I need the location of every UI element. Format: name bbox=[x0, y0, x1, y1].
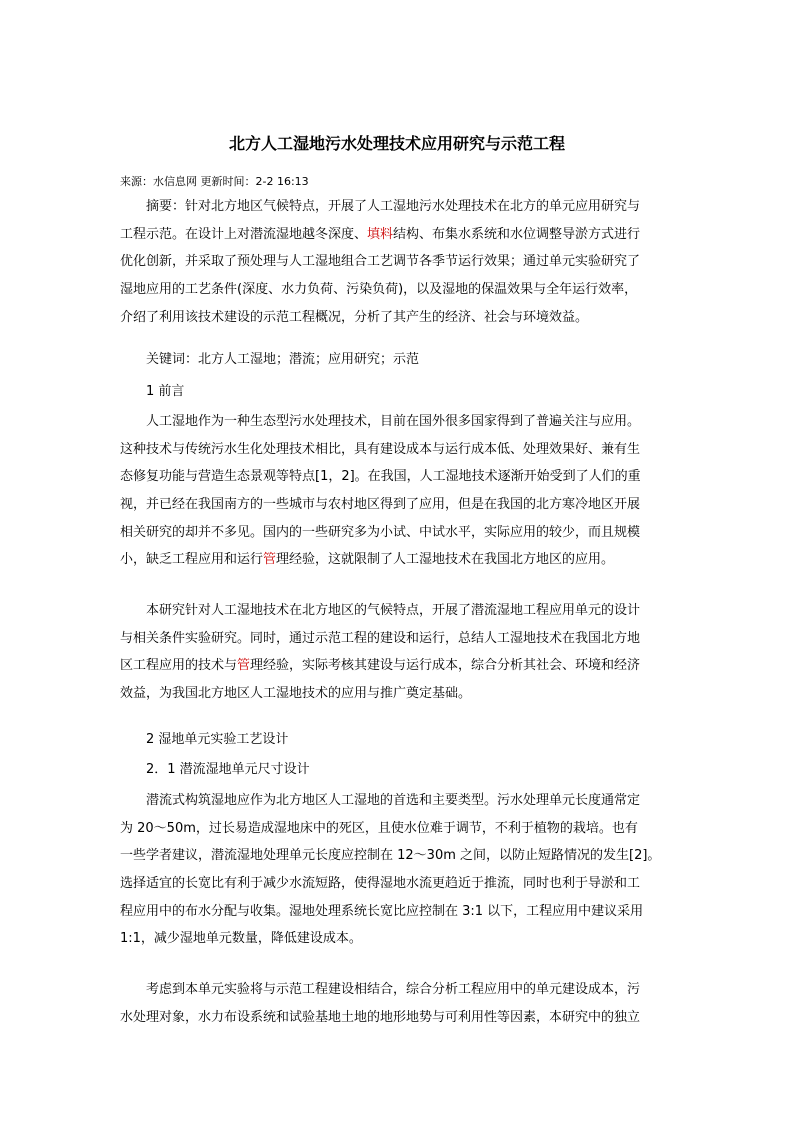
text-line: 相关研究的却并不多见。国内的一些研究多为小试、中试水平，实际应用的较少，而且规模 bbox=[120, 524, 641, 540]
text-line bbox=[120, 221, 700, 249]
section-heading-intro bbox=[120, 378, 700, 406]
text-line: 视，并已经在我国南方的一些城市与农村地区得到了应用，但是在我国的北方寒冷地区开展 bbox=[120, 497, 641, 513]
text-line bbox=[120, 652, 700, 680]
study-paragraph bbox=[120, 597, 700, 708]
text-line: 潜流式构筑湿地应作为北方地区人工湿地的首选和主要类型。污水处理单元长度通常定 bbox=[146, 793, 641, 808]
text-span: 结构、布集水系统和水位调整导淤方式进行 bbox=[393, 226, 641, 242]
abstract-paragraph bbox=[120, 193, 700, 331]
keywords-text: 关键词：北方人工湿地；潜流；应用研究；示范 bbox=[146, 352, 420, 367]
section-heading-2 bbox=[120, 726, 700, 754]
text-line: 为 20～50m，过长易造成湿地床中的死区，且使水位难于调节，不利于植物的栽培。也有 bbox=[120, 820, 638, 836]
text-line bbox=[120, 546, 700, 574]
consideration-paragraph bbox=[120, 976, 700, 1031]
text-line: 与相关条件实验研究。同时，通过示范工程的建设和运行，总结人工湿地技术在我国北方地 bbox=[120, 630, 641, 646]
text-line: 本研究针对人工湿地技术在北方地区的气候特点，开展了潜流湿地工程应用单元的设计 bbox=[146, 603, 641, 618]
text-line: 程应用中的布水分配与收集。湿地处理系统长宽比应控制在 3:1 以下，工程应用中建议采用 bbox=[120, 903, 644, 919]
text-line: 一些学者建议，潜流湿地处理单元长度应控制在 12～30m 之间，以防止短路情况的发生[2]。 bbox=[120, 848, 661, 864]
text-line: 这种技术与传统污水生化处理技术相比，具有建设成本与运行成本低、处理效果好、兼有生 bbox=[120, 441, 641, 457]
heading-text: 2 湿地单元实验工艺设计 bbox=[146, 732, 289, 747]
text-line: 选择适宜的长宽比有利于减少水流短路，使得湿地水流更趋近于推流，同时也利于导淤和工 bbox=[120, 876, 641, 892]
keyword-link-filler[interactable]: 填料 bbox=[367, 226, 394, 242]
section-heading-2-1 bbox=[120, 756, 700, 784]
source-line: 来源：水信息网 更新时间：2-2 16:13 bbox=[120, 175, 309, 188]
text-line: 优化创新，并采取了预处理与人工湿地组合工艺调节各季节运行效果；通过单元实验研究了 bbox=[120, 254, 641, 270]
keyword-link-management[interactable]: 管 bbox=[263, 552, 277, 568]
heading-text: 1 前言 bbox=[146, 384, 185, 399]
keyword-link-management[interactable]: 管 bbox=[237, 658, 251, 674]
text-line: 效益，为我国北方地区人工湿地技术的应用与推广奠定基础。 bbox=[120, 686, 472, 702]
article-title: 北方人工湿地污水处理技术应用研究与示范工程 bbox=[228, 134, 565, 153]
text-span: 区工程应用的技术与 bbox=[120, 658, 238, 674]
intro-paragraph bbox=[120, 408, 700, 574]
text-span: 理经验，这就限制了人工湿地技术在我国北方地区的应用。 bbox=[276, 552, 615, 568]
keywords-line bbox=[120, 346, 700, 374]
text-span: 理经验，实际考核其建设与运行成本，综合分析其社会、环境和经济 bbox=[250, 658, 641, 674]
text-line: 态修复功能与营造生态景观等特点[1，2]。在我国，人工湿地技术逐渐开始受到了人们的重 bbox=[120, 469, 641, 485]
text-line: 1:1，减少湿地单元数量，降低建设成本。 bbox=[120, 931, 362, 947]
text-line: 摘要：针对北方地区气候特点，开展了人工湿地污水处理技术在北方的单元应用研究与 bbox=[146, 199, 641, 214]
text-line: 人工湿地作为一种生态型污水处理技术，目前在国外很多国家得到了普遍关注与应用。 bbox=[146, 414, 641, 429]
unit-size-paragraph bbox=[120, 787, 700, 953]
text-line: 考虑到本单元实验将与示范工程建设相结合，综合分析工程应用中的单元建设成本，污 bbox=[146, 982, 641, 997]
text-line: 湿地应用的工艺条件(深度、水力负荷、污染负荷)，以及湿地的保温效果与全年运行效率， bbox=[120, 282, 638, 298]
heading-text: 2．1 潜流湿地单元尺寸设计 bbox=[146, 762, 310, 777]
text-line: 水处理对象，水力布设系统和试验基地土地的地形地势与可利用性等因素，本研究中的独立 bbox=[120, 1009, 641, 1025]
text-span: 小，缺乏工程应用和运行 bbox=[120, 552, 264, 568]
text-span: 工程示范。在设计上对潜流湿地越冬深度、 bbox=[120, 226, 368, 242]
text-line: 介绍了利用该技术建设的示范工程概况，分析了其产生的经济、社会与环境效益。 bbox=[120, 309, 589, 325]
